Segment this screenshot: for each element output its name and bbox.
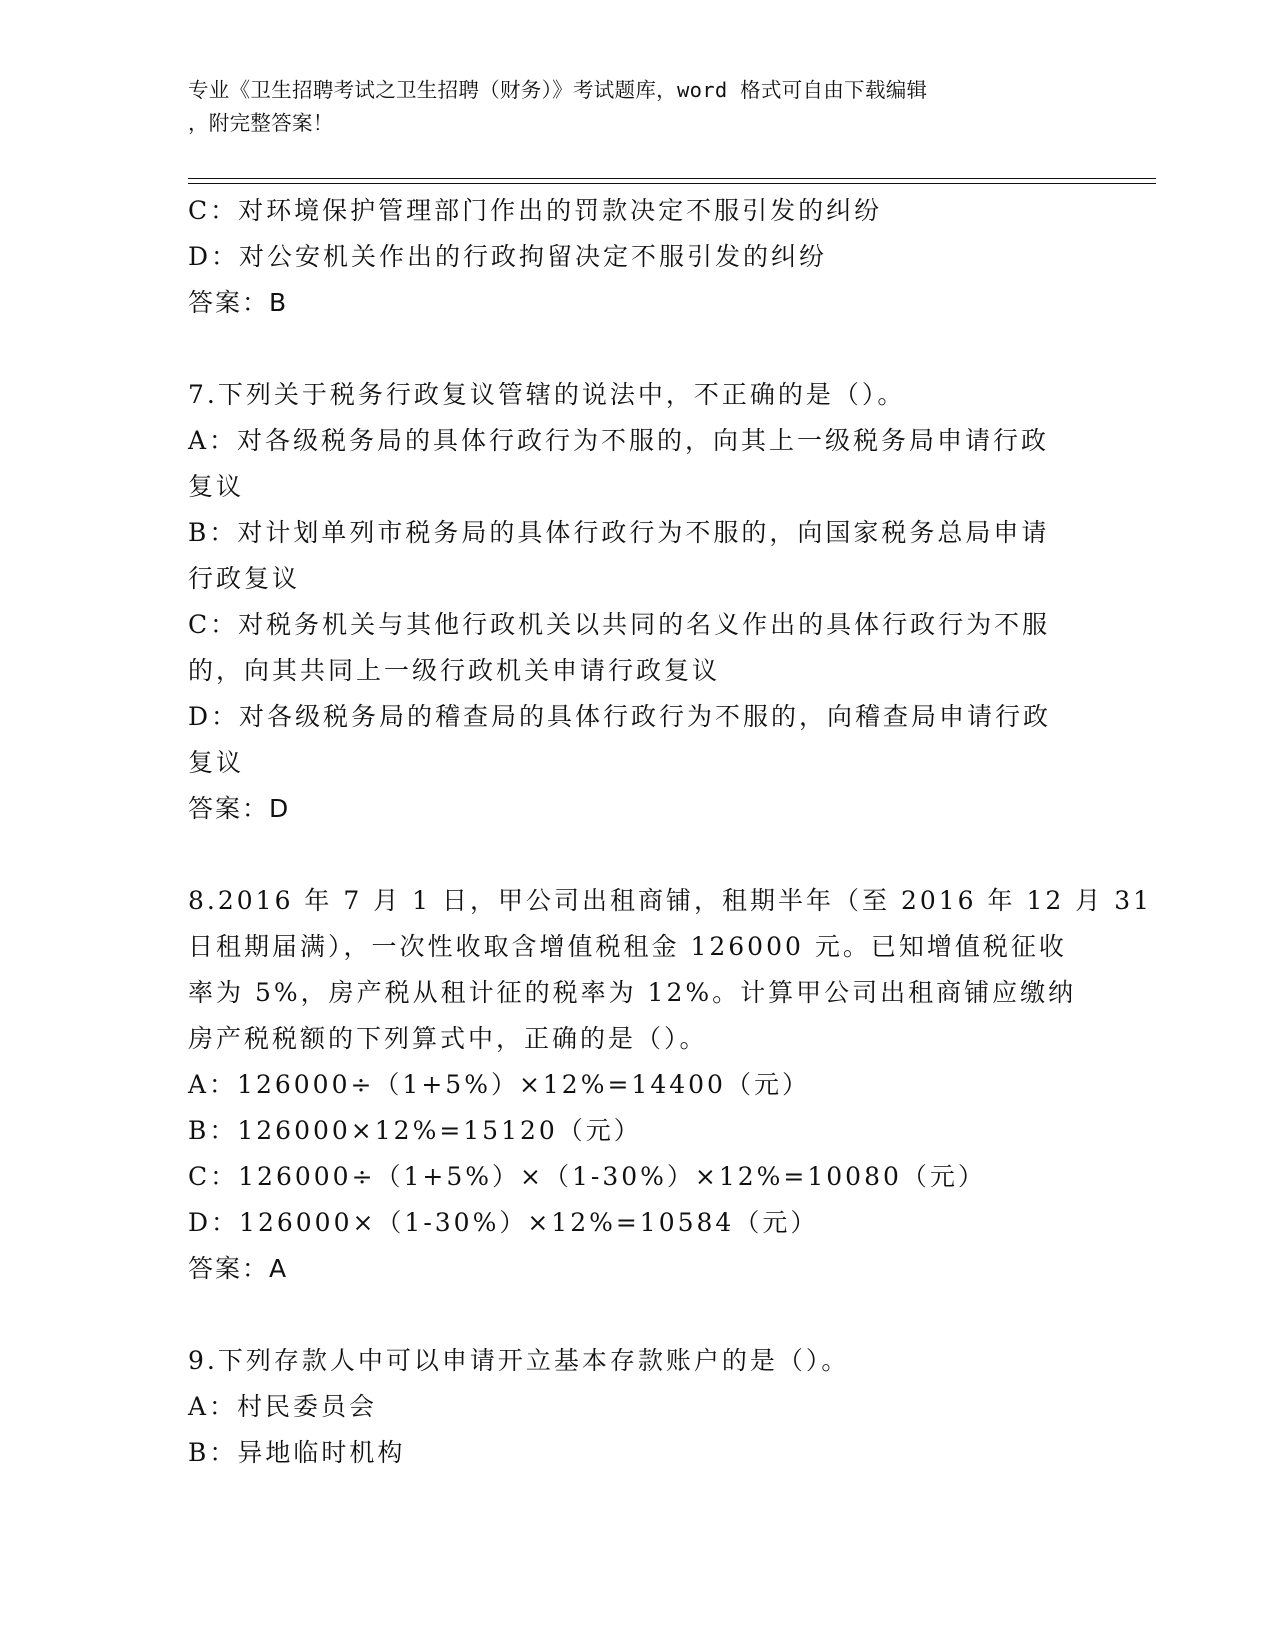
q8-stem-line-4: 房产税税额的下列算式中，正确的是（）。 bbox=[188, 1024, 708, 1053]
q9-option-a: A：村民委员会 bbox=[188, 1392, 378, 1421]
q7-answer: 答案：D bbox=[188, 794, 291, 823]
document-body bbox=[188, 188, 1153, 1476]
q7-option-c-line-2: 的，向其共同上一级行政机关申请行政复议 bbox=[188, 656, 721, 685]
q7-option-a-line-1: A：对各级税务局的具体行政行为不服的，向其上一级税务局申请行政 bbox=[188, 426, 1050, 455]
q7-option-c-line-1: C：对税务机关与其他行政机关以共同的名义作出的具体行政行为不服 bbox=[188, 610, 1051, 639]
header-divider-bottom bbox=[188, 183, 1156, 184]
question-8 bbox=[188, 878, 1153, 1292]
q6-option-d: D：对公安机关作出的行政拘留决定不服引发的纠纷 bbox=[188, 242, 828, 271]
q8-option-c: C：126000÷（1+5%）×（1-30%）×12%=10080（元） bbox=[188, 1162, 986, 1191]
q7-stem: 7.下列关于税务行政复议管辖的说法中，不正确的是（）。 bbox=[188, 380, 906, 409]
header-line-2: ，附完整答案！ bbox=[188, 111, 334, 135]
q8-stem-line-1: 8.2016 年 7 月 1 日，甲公司出租商铺，租期半年（至 2016 年 12 月 31 bbox=[188, 886, 1153, 915]
spacer bbox=[188, 326, 1088, 372]
question-7 bbox=[188, 372, 1088, 832]
question-6-tail bbox=[188, 188, 1088, 326]
q9-stem: 9.下列存款人中可以申请开立基本存款账户的是（）。 bbox=[188, 1346, 850, 1375]
spacer bbox=[188, 832, 1088, 878]
q9-option-b: B：异地临时机构 bbox=[188, 1438, 406, 1467]
q7-option-d-line-2: 复议 bbox=[188, 748, 245, 777]
q7-option-b-line-2: 行政复议 bbox=[188, 564, 301, 593]
q8-option-d: D：126000×（1-30%）×12%=10584（元） bbox=[188, 1208, 819, 1237]
q7-option-a-line-2: 复议 bbox=[188, 472, 245, 501]
q8-stem-line-2: 日租期届满），一次性收取含增值税租金 126000 元。已知增值税征收 bbox=[188, 932, 1067, 961]
q8-option-a: A：126000÷（1+5%）×12%=14400（元） bbox=[188, 1070, 810, 1099]
header-line-1: 专业《卫生招聘考试之卫生招聘（财务）》考试题库，word 格式可自由下载编辑 bbox=[188, 78, 928, 102]
q8-stem-line-3: 率为 5%，房产税从租计征的税率为 12%。计算甲公司出租商铺应缴纳 bbox=[188, 978, 1077, 1007]
q6-answer: 答案：B bbox=[188, 288, 289, 317]
question-9 bbox=[188, 1338, 1088, 1476]
q6-option-c: C：对环境保护管理部门作出的罚款决定不服引发的纠纷 bbox=[188, 196, 883, 225]
spacer bbox=[188, 1292, 1088, 1338]
q8-option-b: B：126000×12%=15120（元） bbox=[188, 1116, 642, 1145]
document-header bbox=[188, 74, 1088, 140]
header-divider-top bbox=[188, 178, 1156, 179]
q8-answer: 答案：A bbox=[188, 1254, 289, 1283]
q7-option-d-line-1: D：对各级税务局的稽查局的具体行政行为不服的，向稽查局申请行政 bbox=[188, 702, 1052, 731]
q7-option-b-line-1: B：对计划单列市税务局的具体行政行为不服的，向国家税务总局申请 bbox=[188, 518, 1050, 547]
